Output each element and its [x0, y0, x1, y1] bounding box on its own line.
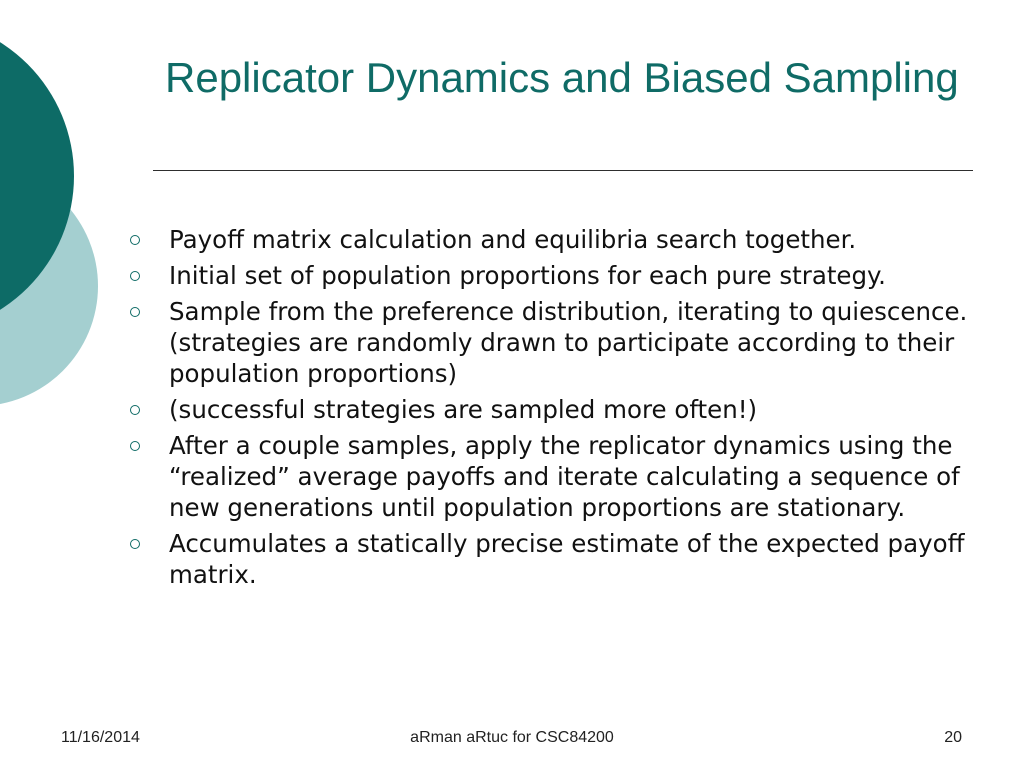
slide-title: Replicator Dynamics and Biased Sampling [165, 54, 959, 101]
footer-date: 11/16/2014 [61, 729, 140, 746]
bullet-text: After a couple samples, apply the replicator dynamics using the “realized” average payoffs and iterate calculating a sequence of new generations until population proportions are stationary. [169, 431, 960, 522]
slide-number: 20 [944, 729, 962, 746]
decorative-circles [0, 0, 110, 420]
bullet-text: Payoff matrix calculation and equilibria search together. [169, 225, 857, 254]
hollow-circle-bullet-icon [130, 235, 140, 245]
hollow-circle-bullet-icon [130, 271, 140, 281]
hollow-circle-bullet-icon [130, 539, 140, 549]
footer-author: aRman aRtuc for CSC84200 [410, 729, 614, 746]
bullet-item [130, 394, 990, 425]
bullet-item [130, 528, 990, 590]
hollow-circle-bullet-icon [130, 405, 140, 415]
bullet-text: (successful strategies are sampled more often!) [169, 395, 758, 424]
bullet-text: Initial set of population proportions for each pure strategy. [169, 261, 886, 290]
hollow-circle-bullet-icon [130, 441, 140, 451]
bullet-item [130, 296, 990, 389]
bullet-text: Accumulates a statically precise estimate of the expected payoff matrix. [169, 529, 965, 589]
bullet-item [130, 224, 990, 255]
title-divider [153, 170, 973, 171]
bullet-list [130, 224, 990, 595]
bullet-item [130, 260, 990, 291]
bullet-text: Sample from the preference distribution, iterating to quiescence. (strategies are randomly drawn to participate according to their population proportions) [169, 297, 968, 388]
bullet-item [130, 430, 990, 523]
hollow-circle-bullet-icon [130, 307, 140, 317]
